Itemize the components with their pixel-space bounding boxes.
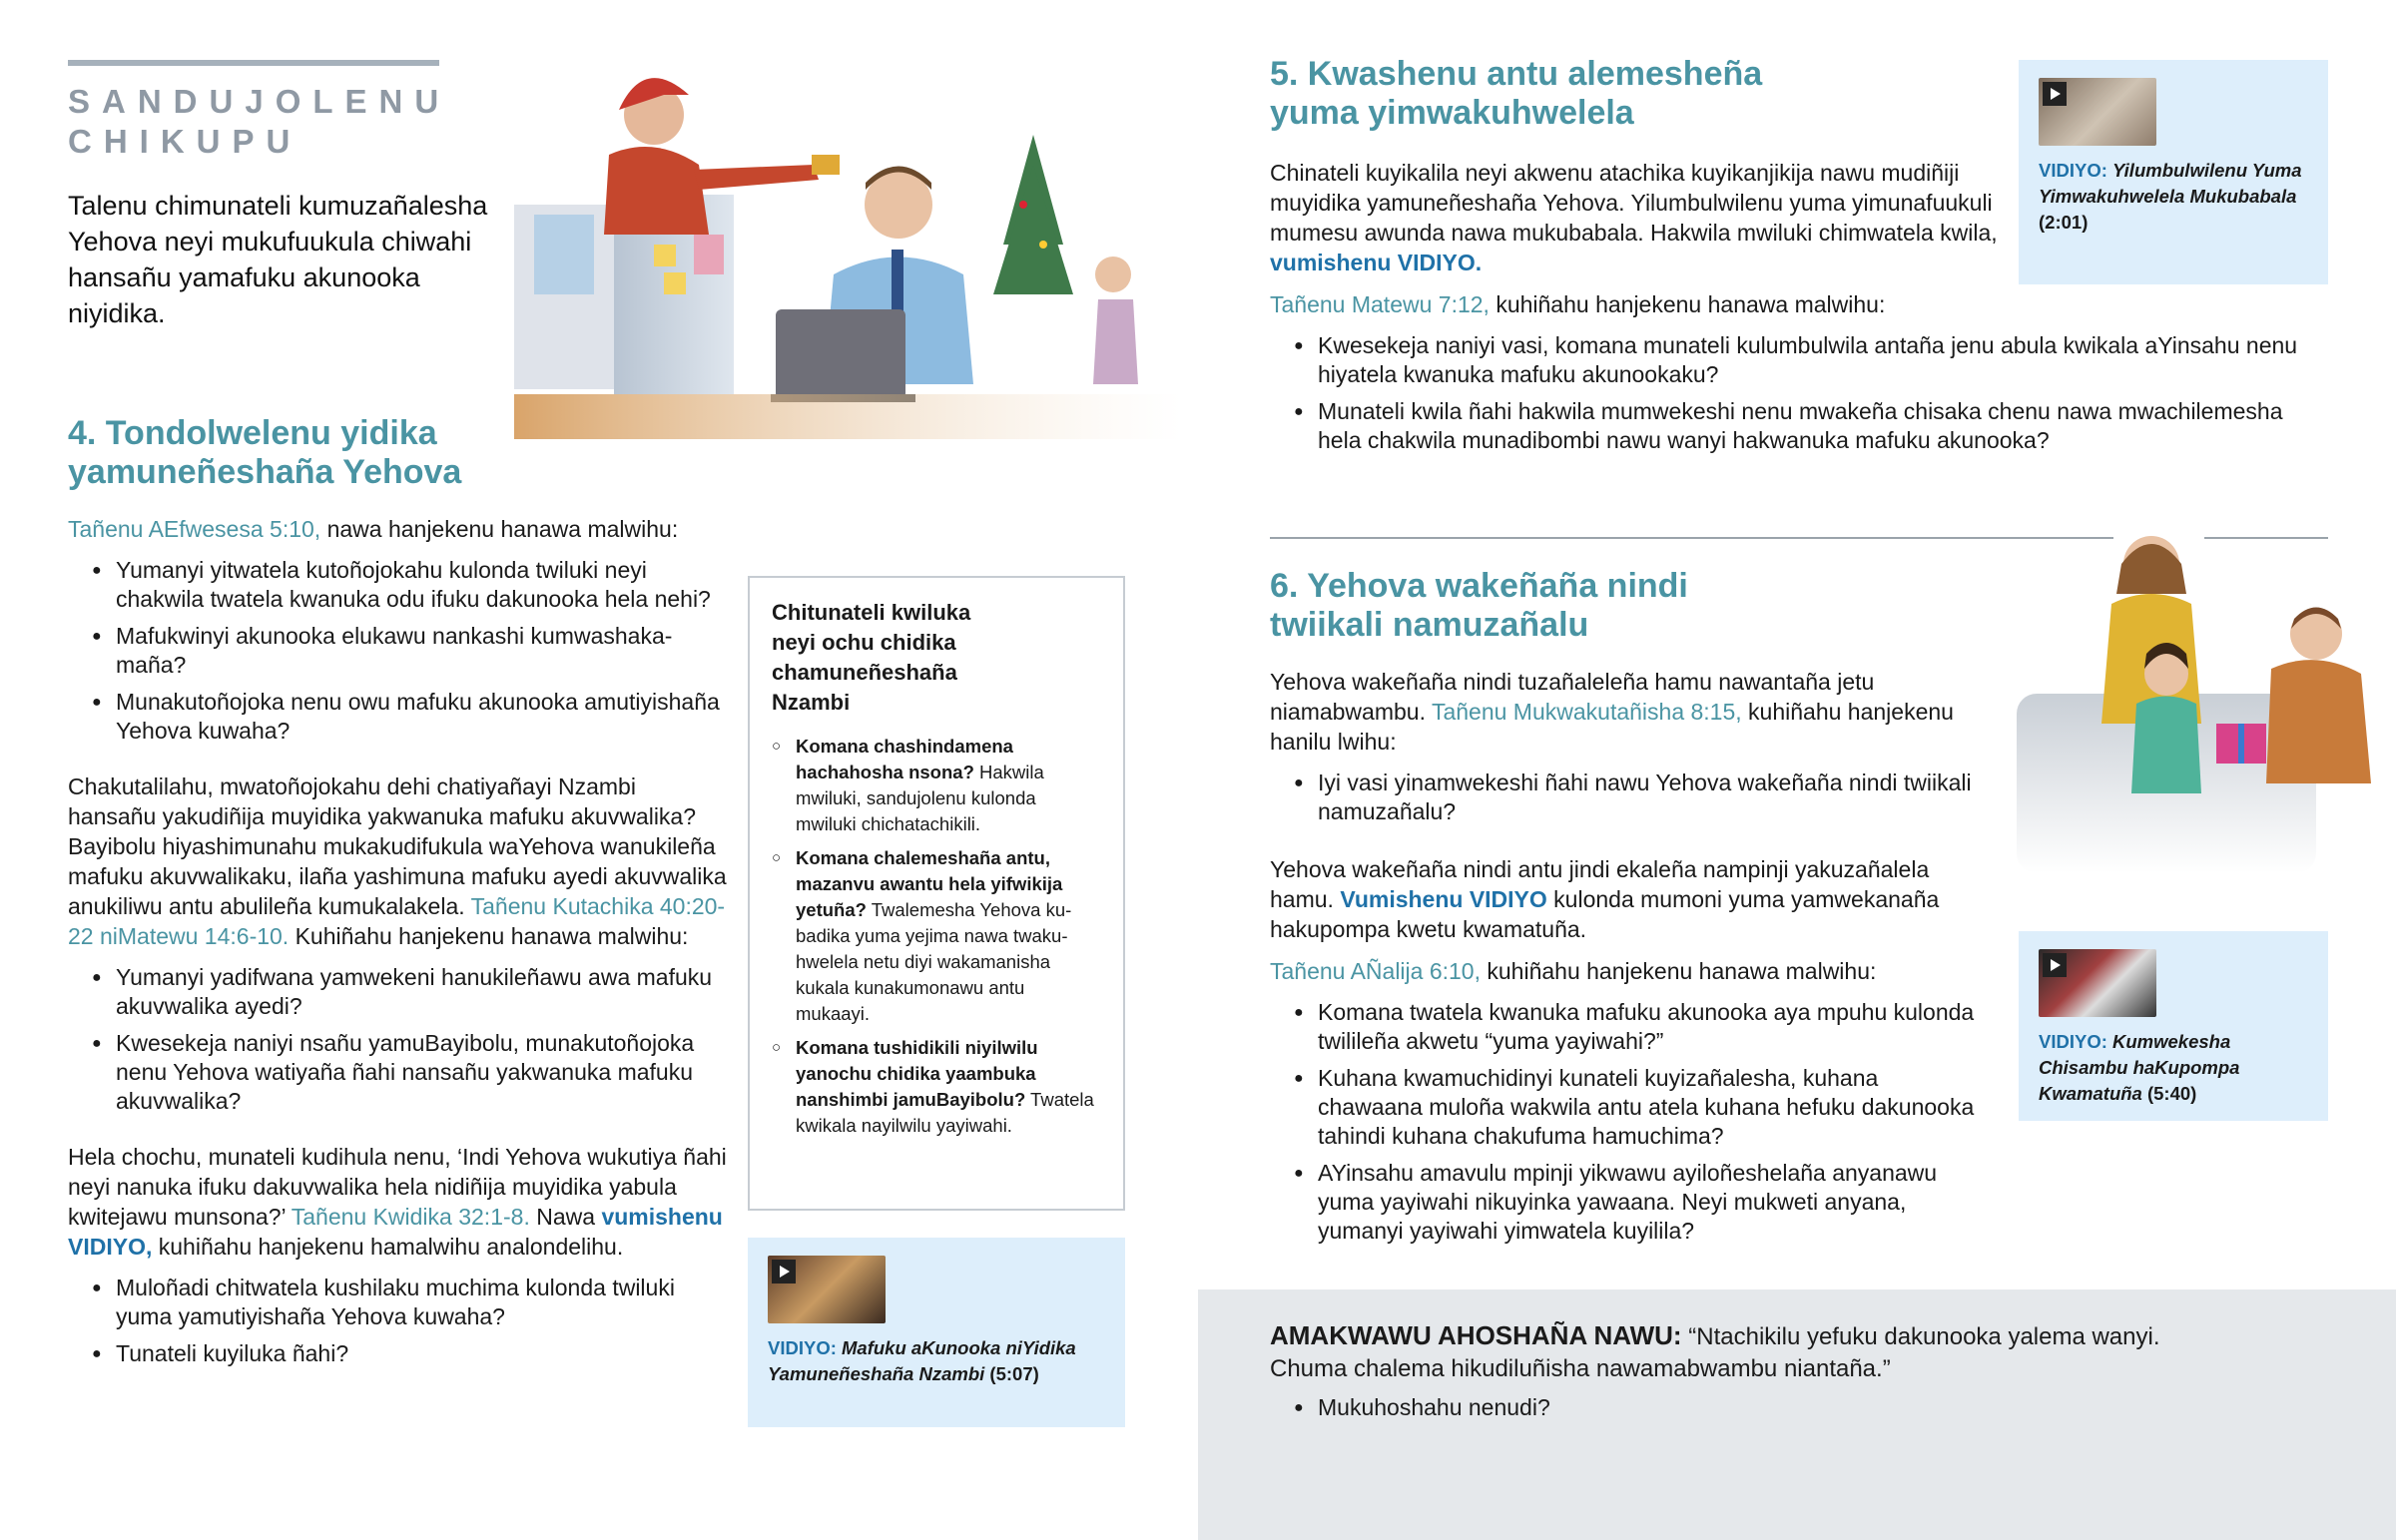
paragraph-text: kuhiñahu hanjekenu hanilu lwihu: (1270, 699, 1954, 755)
section-4-title-line2: yamuneñeshaña Yehova (68, 453, 462, 491)
section-5-title-line1: 5. Kwashenu antu alemesheña (1270, 55, 1763, 93)
list-item: ● Mafukwinyi akunooka elukawu nankashi kumwashakamaña? (68, 622, 727, 680)
section-title-line1: SANDUJOLENU (68, 83, 451, 120)
section-6-questions-2 (1270, 998, 1989, 1246)
others-say-text (1270, 1319, 2228, 1385)
paragraph-text: Chinateli kuyikalila neyi akwenu atachika kuyikanjikija nawu mudiñiji muyidika yamuneñeshaña Yehova. Yilumbulwilenu yuma yimunafuukuli mumesu awunda nawa mukubabala. Hakwila mwiluki chimwatela kwila, (1270, 160, 1998, 246)
section-6-title (1270, 567, 1688, 645)
video-duration: (2:01) (2039, 212, 2089, 233)
video-caption (768, 1335, 1107, 1387)
sidebar-title: Chitunateli kwiluka neyi ochu chidika chamuneñeshaña Nzambi (772, 600, 971, 715)
prompt-text: kuhiñahu hanjekenu hanawa malwihu: (1481, 958, 1877, 984)
others-say-question (1270, 1393, 2168, 1430)
video-thumbnail[interactable] (768, 1256, 886, 1323)
others-say-label: AMAKWAWU AHOSHAÑA NAWU: (1270, 1320, 1682, 1350)
list-item: ● Munateli kwila ñahi hakwila mumwekeshi nenu mwakeña chisaka chenu nawa mwachilemesha hela chakwila munadibombi nawu wanyi hakwanuka mafuku akunooka? (1270, 397, 2328, 455)
paragraph-text: Yehova wakeñaña nindi antu jindi ekaleña nampinji yakuzañalela hamu. (1270, 856, 1930, 912)
section-4-questions-2 (68, 963, 727, 1116)
section-6-title-line1: 6. Yehova wakeñaña nindi (1270, 567, 1688, 605)
list-item: ● Mukuhoshahu nenudi? (1270, 1393, 2168, 1422)
section-6-paragraph-2 (1270, 854, 1989, 944)
section-5-title (1270, 55, 1762, 133)
section-4-questions-1 (68, 556, 727, 746)
section-4-column (68, 514, 727, 1376)
section-divider (1270, 537, 2113, 539)
header-rule (68, 60, 439, 66)
section-4-prompt-text: nawa hanjekenu hanawa malwihu: (320, 516, 679, 542)
sidebar-question: Komana tushidikili niyilwilu yanochu chidika yaambuka nanshimbi jamuBayibolu? (796, 1037, 1038, 1110)
video-title[interactable]: Mafuku aKunooka niYidika Yamuneñeshaña Nzambi (768, 1337, 1076, 1384)
play-icon[interactable] (2043, 953, 2067, 977)
section-5-prompt (1270, 289, 2328, 319)
scripture-ref-exodus[interactable]: Tañenu Kwidika 32:1-8. (291, 1204, 530, 1230)
play-video-link[interactable]: Vumishenu VIDIYO (1340, 886, 1547, 912)
others-say-quote: “Ntachikilu yefuku dakunooka yalema wanyi. Chuma chalema hikudiluñisha nawamabwambu niantaña.” (1270, 1323, 2160, 1382)
sidebar-question: Komana chashindamena hachahosha nsona? (796, 736, 1013, 782)
section-5-body (1270, 158, 2004, 277)
video-box-conventions[interactable] (2019, 931, 2328, 1121)
sidebar-item (772, 1035, 1101, 1139)
video-thumbnail[interactable] (2039, 78, 2156, 146)
section-5-list (1270, 331, 2328, 455)
section-5-questions (1270, 289, 2328, 463)
sidebar-item (772, 845, 1101, 1027)
video-duration: (5:40) (2141, 1083, 2197, 1104)
video-box-explain-beliefs[interactable] (2019, 60, 2328, 284)
family-illustration (2017, 524, 2396, 873)
list-item: ● Komana twatela kwanuka mafuku akunooka aya mpuhu kulonda twilileña akwetu “yuma yayiwahi?” (1270, 998, 1989, 1056)
sidebar-answer: Hakwila mwiluki, sandujolenu kulonda mwiluki chichatachikili. (796, 762, 1044, 834)
video-label: VIDIYO: (2039, 1031, 2107, 1052)
play-video-link[interactable]: vumishenu VIDIYO. (1270, 250, 1483, 275)
video-caption (2039, 1029, 2323, 1107)
section-5-paragraph (1270, 158, 2004, 277)
section-4-questions-3 (68, 1274, 727, 1368)
list-item: ● Tunateli kuyiluka ñahi? (68, 1339, 727, 1368)
section-5-title-line2: yuma yimwakuhwelela (1270, 94, 1634, 132)
video-title[interactable]: Kumwekesha Chisambu haKupompa Kwamatuña (2039, 1031, 2240, 1104)
section-6-paragraph-1 (1270, 667, 1989, 757)
sidebar-question: Komana chalemeshaña antu, mazanvu awantu hela yifwikija yetuña? (796, 847, 1063, 920)
play-icon[interactable] (772, 1260, 796, 1283)
video-label: VIDIYO: (768, 1337, 837, 1358)
list-item: ● Kwesekeja naniyi nsañu yamuBayibolu, munakutoñojoka nenu Yehova watiyaña ñahi nansañu yakwanuka mafuku akuvwalika? (68, 1029, 727, 1116)
sidebar-item (772, 734, 1101, 837)
paragraph-text: Chakutalilahu, mwatoñojokahu dehi chatiyañayi Nzambi hansañu yakudiñija muyidika yakwanuka mafuku akuvwalika? Bayibolu hiyashimunahu mukakudifukula waYehova wanukileña mafuku akuvwalikaku, ilaña yashimuna mafuku ayedi akuvwalika anukiliwu antu abulileña kumukalakela. (68, 773, 727, 919)
list-item: ● Kwesekeja naniyi vasi, komana munateli kulumbulwila antaña jenu abula kwikala aYinsahu nenu hiyatela kwanuka mafuku akunookaku? (1270, 331, 2328, 389)
scripture-ref-ephesians[interactable]: Tañenu AEfwesesa 5:10, (68, 516, 321, 542)
list-item: ● Yumanyi yadifwana yamwekeni hanukileñawu awa mafuku akuvwalika ayedi? (68, 963, 727, 1021)
sidebar-box (748, 576, 1125, 1211)
office-illustration (514, 55, 1183, 439)
play-video-link[interactable]: vumishenu VIDIYO, (68, 1204, 723, 1260)
scripture-ref-genesis-matthew[interactable]: Tañenu Kutachika 40:20-22 niMatewu 14:6-10. (68, 893, 726, 949)
video-caption (2039, 158, 2323, 236)
section-6-body (1270, 667, 1989, 1254)
list-item: ● Yumanyi yitwatela kutoñojokahu kulonda twiluki neyi chakwila twatela kwanuka odu ifuku dakunooka hela nehi? (68, 556, 727, 614)
video-box-celebrations[interactable] (748, 1238, 1125, 1427)
paragraph-text: Yehova wakeñaña nindi tuzañaleleña hamu nawantaña jetu niamabwambu. (1270, 669, 1875, 725)
paragraph-text: kulonda mumoni yuma yamwekanaña hakupompa kwetu kwamatuña. (1270, 886, 1940, 942)
list-item: ● Muloñadi chitwatela kushilaku muchima kulonda twiluki yuma yamutiyishaña Yehova kuwaha? (68, 1274, 727, 1331)
video-duration: (5:07) (984, 1363, 1039, 1384)
section-4-title (68, 414, 461, 492)
scripture-ref-matthew[interactable]: Tañenu Matewu 7:12, (1270, 291, 1490, 317)
sidebar-answer: Twalemesha Yehova kubadika yuma yejima nawa twakuhwelela netu diyi wakamanisha kukala kunakumonawu antu mukaayi. (796, 899, 1072, 1024)
paragraph-text: kuhiñahu hanjekenu hamalwihu analondelihu. (152, 1234, 624, 1260)
section-4-paragraph-1 (68, 771, 727, 951)
section-title-line2: CHIKUPU (68, 123, 302, 160)
sidebar-list (772, 734, 1101, 1139)
section-6-prompt (1270, 956, 1989, 986)
intro-text: Talenu chimunateli kumuzañalesha Yehova neyi mukufuukula chiwahi hansañu yamafuku akunooka niyidika. (68, 191, 488, 328)
scripture-ref-galatians[interactable]: Tañenu AÑalija 6:10, (1270, 958, 1481, 984)
section-6-questions-1 (1270, 769, 1989, 826)
paragraph-text: Hela chochu, munateli kudihula nenu, ‘Indi Yehova wukutiya ñahi neyi nanuka ifuku dakuvwalika hela nidiñija muyidika yabula kwitejawu munsona?’ (68, 1144, 727, 1230)
scripture-ref-ecclesiastes[interactable]: Tañenu Mukwakutañisha 8:15, (1431, 699, 1742, 725)
section-4-title-line1: 4. Tondolwelenu yidika (68, 414, 437, 452)
others-say-panel (1198, 1289, 2396, 1540)
sidebar-answer: Twatela kwikala nayilwilu yayiwahi. (796, 1089, 1094, 1136)
list-item: ● AYinsahu amavulu mpinji yikwawu ayiloñeshelaña anyanawu yuma yayiwahi nikuyinka yawaana. Neyi mukweti anyana, yumanyi yayiwahi yimwatela kuyilila? (1270, 1159, 1989, 1246)
section-title (68, 82, 450, 162)
video-title[interactable]: Yilumbulwilenu Yuma Yimwakuhwelela Mukubabala (2039, 160, 2302, 207)
play-icon[interactable] (2043, 82, 2067, 106)
list-item: ● Munakutoñojoka nenu owu mafuku akunooka amutiyishaña Yehova kuwaha? (68, 688, 727, 746)
prompt-text: kuhiñahu hanjekenu hanawa malwihu: (1489, 291, 1886, 317)
paragraph-text: Nawa (529, 1204, 602, 1230)
section-4-paragraph-2 (68, 1142, 727, 1262)
section-4-prompt (68, 514, 727, 544)
video-label: VIDIYO: (2039, 160, 2107, 181)
section-6-title-line2: twiikali namuzañalu (1270, 606, 1589, 644)
paragraph-text: Kuhiñahu hanjekenu hanawa malwihu: (289, 923, 689, 949)
video-thumbnail[interactable] (2039, 949, 2156, 1017)
list-item: ● Kuhana kwamuchidinyi kunateli kuyizañalesha, kuhana chawaana muloña wakwila antu atela kuhana hefuku dakunooka tahindi kuhana chakufuma hamuchima? (1270, 1064, 1989, 1151)
list-item: ● Iyi vasi yinamwekeshi ñahi nawu Yehova wakeñaña nindi twiikali namuzañalu? (1270, 769, 1989, 826)
